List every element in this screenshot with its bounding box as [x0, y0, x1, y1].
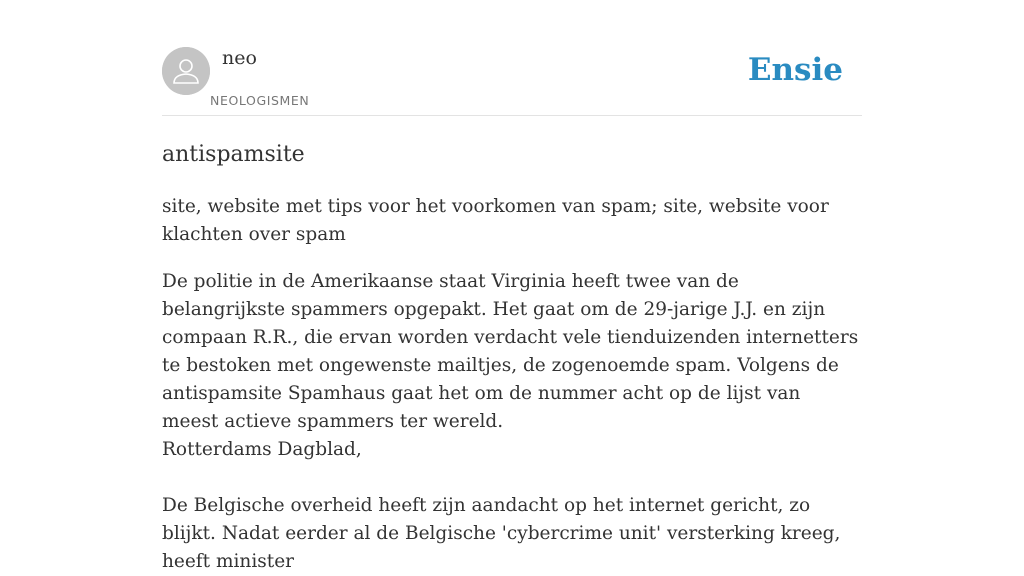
header [162, 0, 862, 116]
entry-example: De politie in de Amerikaanse staat Virginia heeft twee van de belangrijkste spammers opgepakt. Het gaat om de 29-jarige J.J. en zijn compaan R.R., die ervan worden verdacht vele tienduizenden internetters te bestoken met ongewenste mailtjes, de zogenoemde spam. Volgens de antispamsite Spamhaus gaat het om de nummer acht op de lijst van meest actieve spammers ter wereld. [162, 271, 859, 432]
brand-logo[interactable]: Ensie [747, 52, 843, 88]
user-avatar-icon[interactable] [162, 47, 210, 95]
entry-term: antispamsite [162, 142, 305, 167]
entry-example: De Belgische overheid heeft zijn aandacht op het internet gericht, zo blijkt. Nadat eerder al de Belgische 'cybercrime unit' versterking kreeg, heeft minister [162, 495, 841, 572]
entry-source: Rotterdams Dagblad, [162, 439, 362, 460]
category-label[interactable]: NEOLOGISMEN [210, 93, 310, 108]
entry-definition: site, website met tips voor het voorkomen van spam; site, website voor klachten over spam [162, 196, 829, 245]
user-name[interactable]: neo [222, 47, 257, 69]
page [162, 0, 862, 576]
